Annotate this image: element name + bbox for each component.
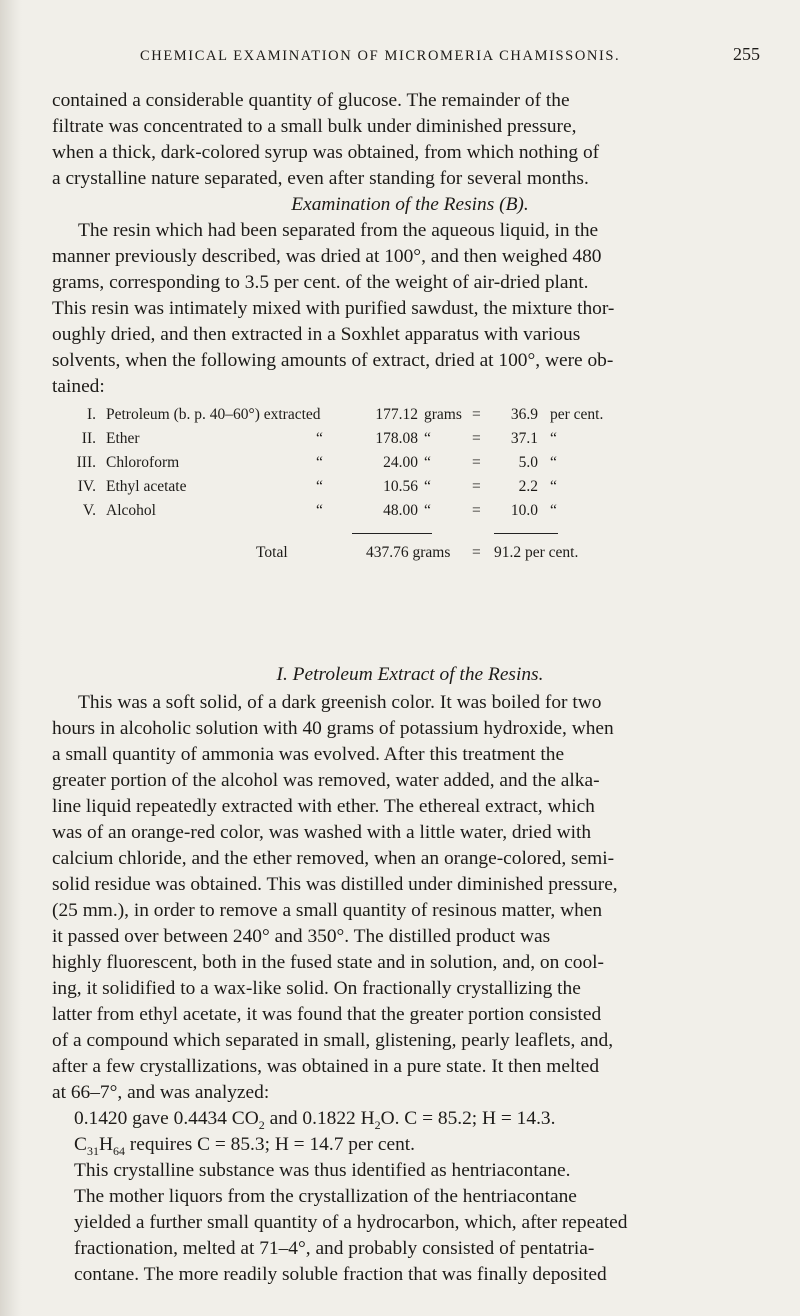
unit: “ [424,502,431,519]
text-line: at 66–7°, and was analyzed: [52,1082,270,1103]
subscript: 2 [374,1117,381,1132]
equals-sign: = [472,478,481,495]
percent-unit: “ [550,454,557,471]
ditto-mark: “ [316,502,323,519]
table-row [74,406,774,430]
total-amount: 437.76 grams [366,544,451,561]
text-line: This was a soft solid, of a dark greenish color. It was boiled for two [78,692,602,713]
section-heading-petroleum: I. Petroleum Extract of the Resins. [276,664,544,685]
analysis-block [74,1106,768,1158]
text-line: greater portion of the alcohol was removed, water added, and the alka- [52,770,600,791]
percent-value: 5.0 [518,454,538,471]
subscript: 64 [112,1143,125,1158]
section-heading-resins: Examination of the Resins (B). [291,194,529,215]
analysis-found-line [74,1106,768,1132]
equals-sign: = [472,430,481,447]
text-line: line liquid repeatedly extracted with ether. The ethereal extract, which [52,796,595,817]
row-number: V. [82,502,96,519]
ditto-mark: “ [316,430,323,447]
text-line: after a few crystallizations, was obtained in a pure state. It then melted [52,1056,600,1077]
total-rule-amount [352,533,432,534]
text-line: latter from ethyl acetate, it was found that the greater portion consisted [52,1004,602,1025]
solvent-name: Chloroform [106,454,180,471]
formula-element: H [98,1134,113,1155]
text-line: a crystalline nature separated, even after standing for several months. [52,168,589,189]
text-line: oughly dried, and then extracted in a Soxhlet apparatus with various [52,324,581,345]
extract-amount: 48.00 [383,502,418,519]
percent-unit: “ [550,430,557,447]
extract-amount: 24.00 [383,454,418,471]
ditto-mark: “ [316,454,323,471]
total-rule-percent [494,533,558,534]
extract-amount: 178.08 [375,430,418,447]
paragraph-hentriacontane [74,1158,768,1288]
unit: grams [424,406,462,423]
text-line: filtrate was concentrated to a small bulk under diminished pressure, [52,116,577,137]
row-number: IV. [77,478,96,495]
table-row [74,478,774,502]
text-line: contained a considerable quantity of glucose. The remainder of the [52,90,570,111]
row-number: II. [81,430,96,447]
text-line: This resin was intimately mixed with purified sawdust, the mixture thor- [52,298,615,319]
equals-sign: = [472,544,481,561]
page-number: 255 [733,44,760,64]
analysis-text: and 0.1822 H [264,1108,375,1129]
paragraph-petroleum-extract [52,690,768,1106]
percent-value: 37.1 [510,430,538,447]
equals-sign: = [472,454,481,471]
solvent-name: Alcohol [106,502,156,519]
text-line: it passed over between 240° and 350°. The distilled product was [52,926,551,947]
text-line: yielded a further small quantity of a hydrocarbon, which, after repeated [74,1212,628,1233]
extract-table [74,406,774,568]
formula-element: C [74,1134,87,1155]
text-line: of a compound which separated in small, glistening, pearly leaflets, and, [52,1030,614,1051]
percent-unit: “ [550,502,557,519]
text-line: was of an orange-red color, was washed with a little water, dried with [52,822,592,843]
unit: “ [424,430,431,447]
text-line: ing, it solidified to a wax-like solid. On fractionally crystallizing the [52,978,581,999]
text-line: The resin which had been separated from the aqueous liquid, in the [78,220,599,241]
total-percent: 91.2 per cent. [494,544,579,561]
percent-value: 10.0 [510,502,538,519]
text-line: fractionation, melted at 71–4°, and probably consisted of pentatria- [74,1238,595,1259]
running-head: CHEMICAL EXAMINATION OF MICROMERIA CHAMISSONIS. [140,48,621,64]
equals-sign: = [472,502,481,519]
total-label: Total [256,544,288,561]
solvent-name: Ether [106,430,140,447]
text-line: The mother liquors from the crystallization of the hentriacontane [74,1186,577,1207]
row-number: I. [86,406,96,423]
table-row [74,430,774,454]
subscript: 2 [258,1117,265,1132]
text-line: contane. The more readily soluble fraction that was finally deposited [74,1264,607,1285]
ditto-mark: “ [316,478,323,495]
text-line: tained: [52,376,105,397]
text-line: a small quantity of ammonia was evolved. After this treatment the [52,744,565,765]
extract-amount: 177.12 [375,406,418,423]
table-total-row [74,544,774,568]
text-line: solid residue was obtained. This was distilled under diminished pressure, [52,874,618,895]
row-number: III. [76,454,96,471]
text-line: when a thick, dark-colored syrup was obtained, from which nothing of [52,142,600,163]
percent-value: 2.2 [518,478,538,495]
analysis-text: O. C = 85.2; H = 14.3. [380,1108,556,1129]
text-line: (25 mm.), in order to remove a small quantity of resinous matter, when [52,900,603,921]
text-line: calcium chloride, and the ether removed, when an orange-colored, semi- [52,848,615,869]
solvent-name: Ethyl acetate [106,478,187,495]
table-row [74,454,774,478]
analysis-required-line [74,1132,768,1158]
analysis-text: 0.1420 gave 0.4434 CO [74,1108,259,1129]
analysis-text: requires C = 85.3; H = 14.7 per cent. [124,1134,415,1155]
percent-unit: “ [550,478,557,495]
text-line: highly fluorescent, both in the fused state and in solution, and, on cool- [52,952,604,973]
paragraph-resin-extraction [52,218,768,400]
extract-amount: 10.56 [383,478,418,495]
text-line: manner previously described, was dried at 100°, and then weighed 480 [52,246,602,267]
table-row [74,502,774,526]
paragraph-glucose [52,88,768,192]
subscript: 31 [86,1143,99,1158]
text-line: hours in alcoholic solution with 40 grams of potassium hydroxide, when [52,718,614,739]
equals-sign: = [472,406,481,423]
text-line: solvents, when the following amounts of extract, dried at 100°, were ob- [52,350,614,371]
unit: “ [424,454,431,471]
text-line: This crystalline substance was thus identified as hentriacontane. [74,1160,571,1181]
page-spine-shadow [0,0,22,1316]
text-line: grams, corresponding to 3.5 per cent. of the weight of air-dried plant. [52,272,589,293]
page-header [140,44,760,65]
unit: “ [424,478,431,495]
percent-unit: per cent. [550,406,604,423]
solvent-name: Petroleum (b. p. 40–60°) extracted [106,406,321,423]
percent-value: 36.9 [510,406,538,423]
